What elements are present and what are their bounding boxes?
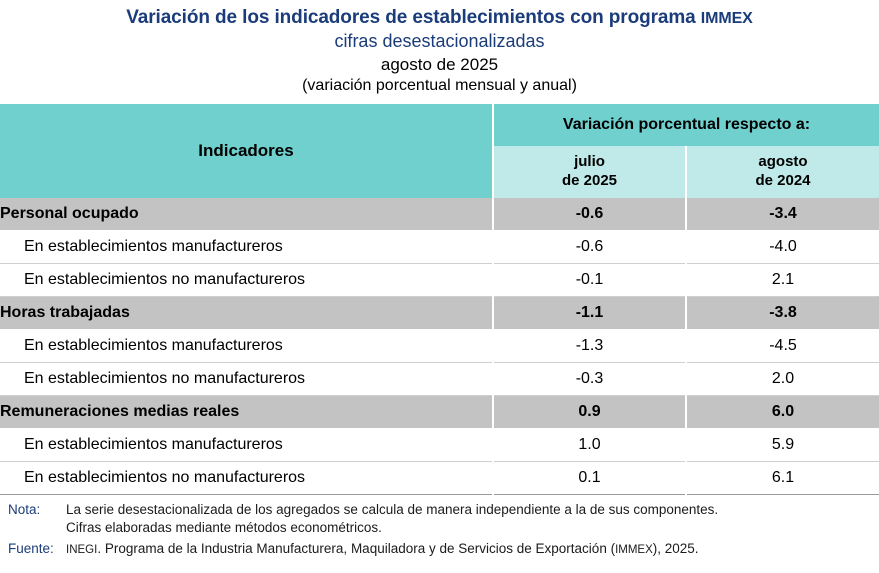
row-value-august: 2.1: [686, 264, 879, 297]
indicators-table: [0, 104, 879, 495]
subtitle-units: (variación porcentual mensual y anual): [302, 77, 577, 95]
row-value-july: -1.3: [493, 330, 686, 363]
table-row: [0, 396, 879, 429]
source-text-end: ), 2025.: [652, 540, 699, 556]
table-row: [0, 264, 879, 297]
header-col-august-2024-line1: agosto: [758, 153, 808, 171]
table-header-row-1: [0, 104, 879, 146]
row-value-july: -0.6: [493, 198, 686, 231]
row-label: En establecimientos no manufactureros: [0, 363, 493, 396]
table-row: [0, 231, 879, 264]
note-text-1: La serie desestacionalizada de los agregados se calcula de manera independiente a la de sus componentes.: [66, 502, 719, 518]
row-value-july: -0.3: [493, 363, 686, 396]
source-label: Fuente:: [8, 540, 54, 556]
source-row: [8, 540, 871, 558]
row-value-july: 0.9: [493, 396, 686, 429]
header-indicators: Indicadores: [0, 104, 493, 198]
row-label: Remuneraciones medias reales: [0, 396, 493, 429]
row-label: En establecimientos manufactureros: [0, 429, 493, 462]
header-col-july-2025: [493, 146, 686, 198]
page-title: [0, 6, 879, 30]
note-text-2: Cifras elaboradas mediante métodos econométricos.: [66, 519, 382, 535]
row-value-july: -1.1: [493, 297, 686, 330]
row-value-july: 0.1: [493, 462, 686, 495]
header-col-july-2025-line1: julio: [574, 153, 605, 171]
header-col-august-2024-line2: de 2024: [755, 172, 811, 190]
table-row: [0, 198, 879, 231]
row-value-august: 6.1: [686, 462, 879, 495]
source-immex: IMMEX: [615, 543, 653, 556]
row-value-july: 1.0: [493, 429, 686, 462]
notes-block: [0, 495, 879, 558]
table-row: [0, 297, 879, 330]
table-head: [0, 104, 879, 198]
row-label: Horas trabajadas: [0, 297, 493, 330]
row-value-august: -4.0: [686, 231, 879, 264]
table-body: [0, 198, 879, 495]
title-block: [0, 0, 879, 97]
note-row: [8, 501, 871, 519]
source-text: [66, 540, 871, 558]
row-value-august: 5.9: [686, 429, 879, 462]
row-value-august: 6.0: [686, 396, 879, 429]
table-row: [0, 462, 879, 495]
table-row: [0, 330, 879, 363]
row-value-august: -4.5: [686, 330, 879, 363]
row-value-july: -0.1: [493, 264, 686, 297]
source-inegi: INEGI: [66, 543, 98, 556]
header-variation-group: Variación porcentual respecto a:: [493, 104, 879, 146]
row-value-july: -0.6: [493, 231, 686, 264]
subtitle-seasonally-adjusted: cifras desestacionalizadas: [334, 30, 545, 51]
row-label: En establecimientos no manufactureros: [0, 462, 493, 495]
subtitle-period: agosto de 2025: [380, 55, 499, 75]
table-row: [0, 363, 879, 396]
row-value-august: 2.0: [686, 363, 879, 396]
row-label: En establecimientos manufactureros: [0, 330, 493, 363]
header-col-july-2025-line2: de 2025: [561, 172, 618, 190]
header-col-august-2024: [686, 146, 879, 198]
note-label: Nota:: [8, 502, 41, 518]
row-label: En establecimientos manufactureros: [0, 231, 493, 264]
table-row: [0, 429, 879, 462]
page-title-text: Variación de los indicadores de establecimientos con programa: [126, 7, 701, 28]
row-value-august: -3.8: [686, 297, 879, 330]
row-label: Personal ocupado: [0, 198, 493, 231]
source-text-mid: . Programa de la Industria Manufacturera, Maquiladora y de Servicios de Exportación (: [97, 540, 616, 556]
row-label: En establecimientos no manufactureros: [0, 264, 493, 297]
row-value-august: -3.4: [686, 198, 879, 231]
page-title-immex: IMMEX: [700, 10, 753, 27]
